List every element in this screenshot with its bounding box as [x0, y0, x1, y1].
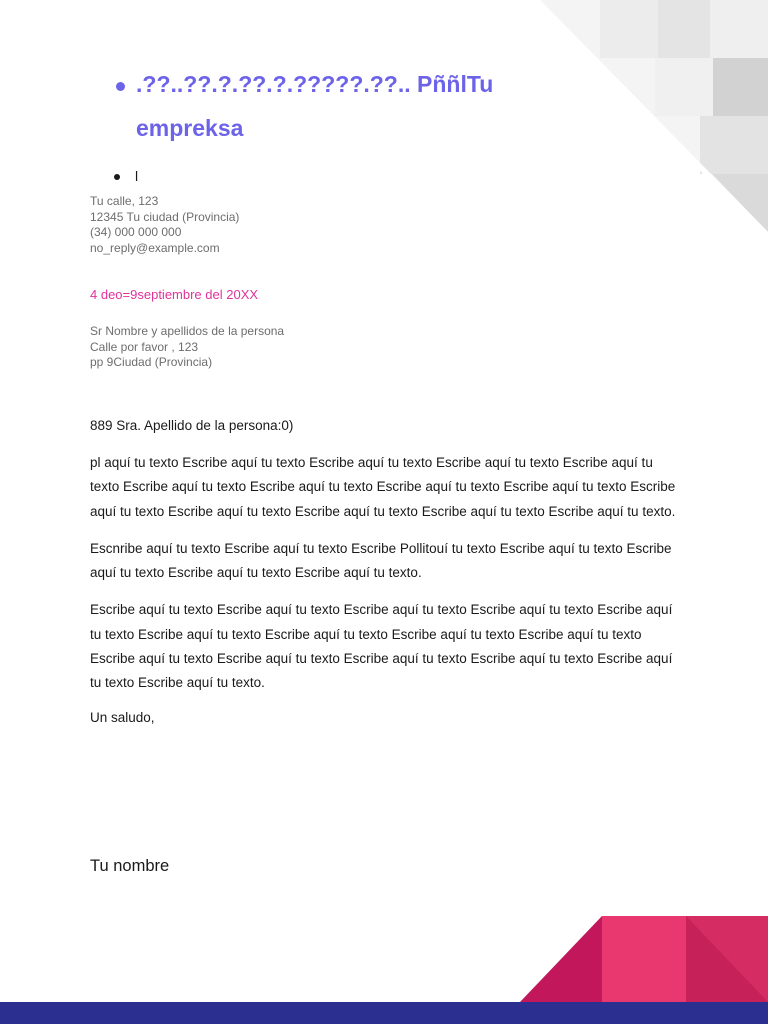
sender-street: Tu calle, 123: [90, 194, 159, 208]
company-title-list: [90, 62, 530, 150]
body-paragraph-2: Escnribe aquí tu texto Escribe aquí tu texto Escribe Pollitouí tu texto Escribe aquí tu texto Escribe aquí tu texto Escribe aquí tu texto Escribe aquí tu texto.: [90, 540, 672, 581]
sender-city: 12345 Tu ciudad (Provincia): [90, 209, 240, 224]
body-paragraph-1: pl aquí tu texto Escribe aquí tu texto Escribe aquí tu texto Escribe aquí tu texto Escribe aquí tu texto Escribe aquí tu texto Escribe aquí tu texto Escribe aquí tu texto Escribe aquí tu texto Escribe aquí tu texto Escribe aquí tu texto Escribe aquí tu texto Escribe aquí tu texto Escribe aquí tu texto.: [90, 455, 676, 519]
company-title: .??..??.?.??.?.?????.??.. PññlTu empreksa: [90, 62, 530, 150]
recipient-address: [90, 324, 284, 371]
bullet-dot-icon: [114, 174, 120, 180]
sender-address: [90, 194, 239, 256]
recipient-name: Sr Nombre y apellidos de la persona: [90, 324, 285, 338]
sub-bullet-item: [114, 168, 138, 184]
recipient-street: Calle por favor , 123: [90, 339, 199, 354]
letter-closing: Un saludo,: [90, 710, 155, 725]
sub-bullet-text: l: [135, 168, 139, 184]
letter-greeting: 889 Sra. Apellido de la persona:0): [90, 418, 294, 433]
signature-name: Tu nombre: [90, 857, 170, 875]
recipient-city: pp 9Ciudad (Provincia): [90, 355, 213, 369]
letter-body: [90, 451, 684, 709]
body-paragraph-3: Escribe aquí tu texto Escribe aquí tu texto Escribe aquí tu texto Escribe aquí tu texto Escribe aquí tu texto Escribe aquí tu texto Escribe aquí tu texto Escribe aquí tu texto Escribe aquí tu texto Escribe aquí tu texto Escribe aquí tu texto Escribe aquí tu texto Escribe aquí tu texto Escribe aquí tu texto Escribe aquí tu texto.: [90, 602, 673, 691]
letter-date: 4 deo=9septiembre del 20XX: [90, 287, 259, 302]
sender-phone: (34) 000 000 000: [90, 225, 182, 239]
sender-email: no_reply@example.com: [90, 240, 220, 255]
